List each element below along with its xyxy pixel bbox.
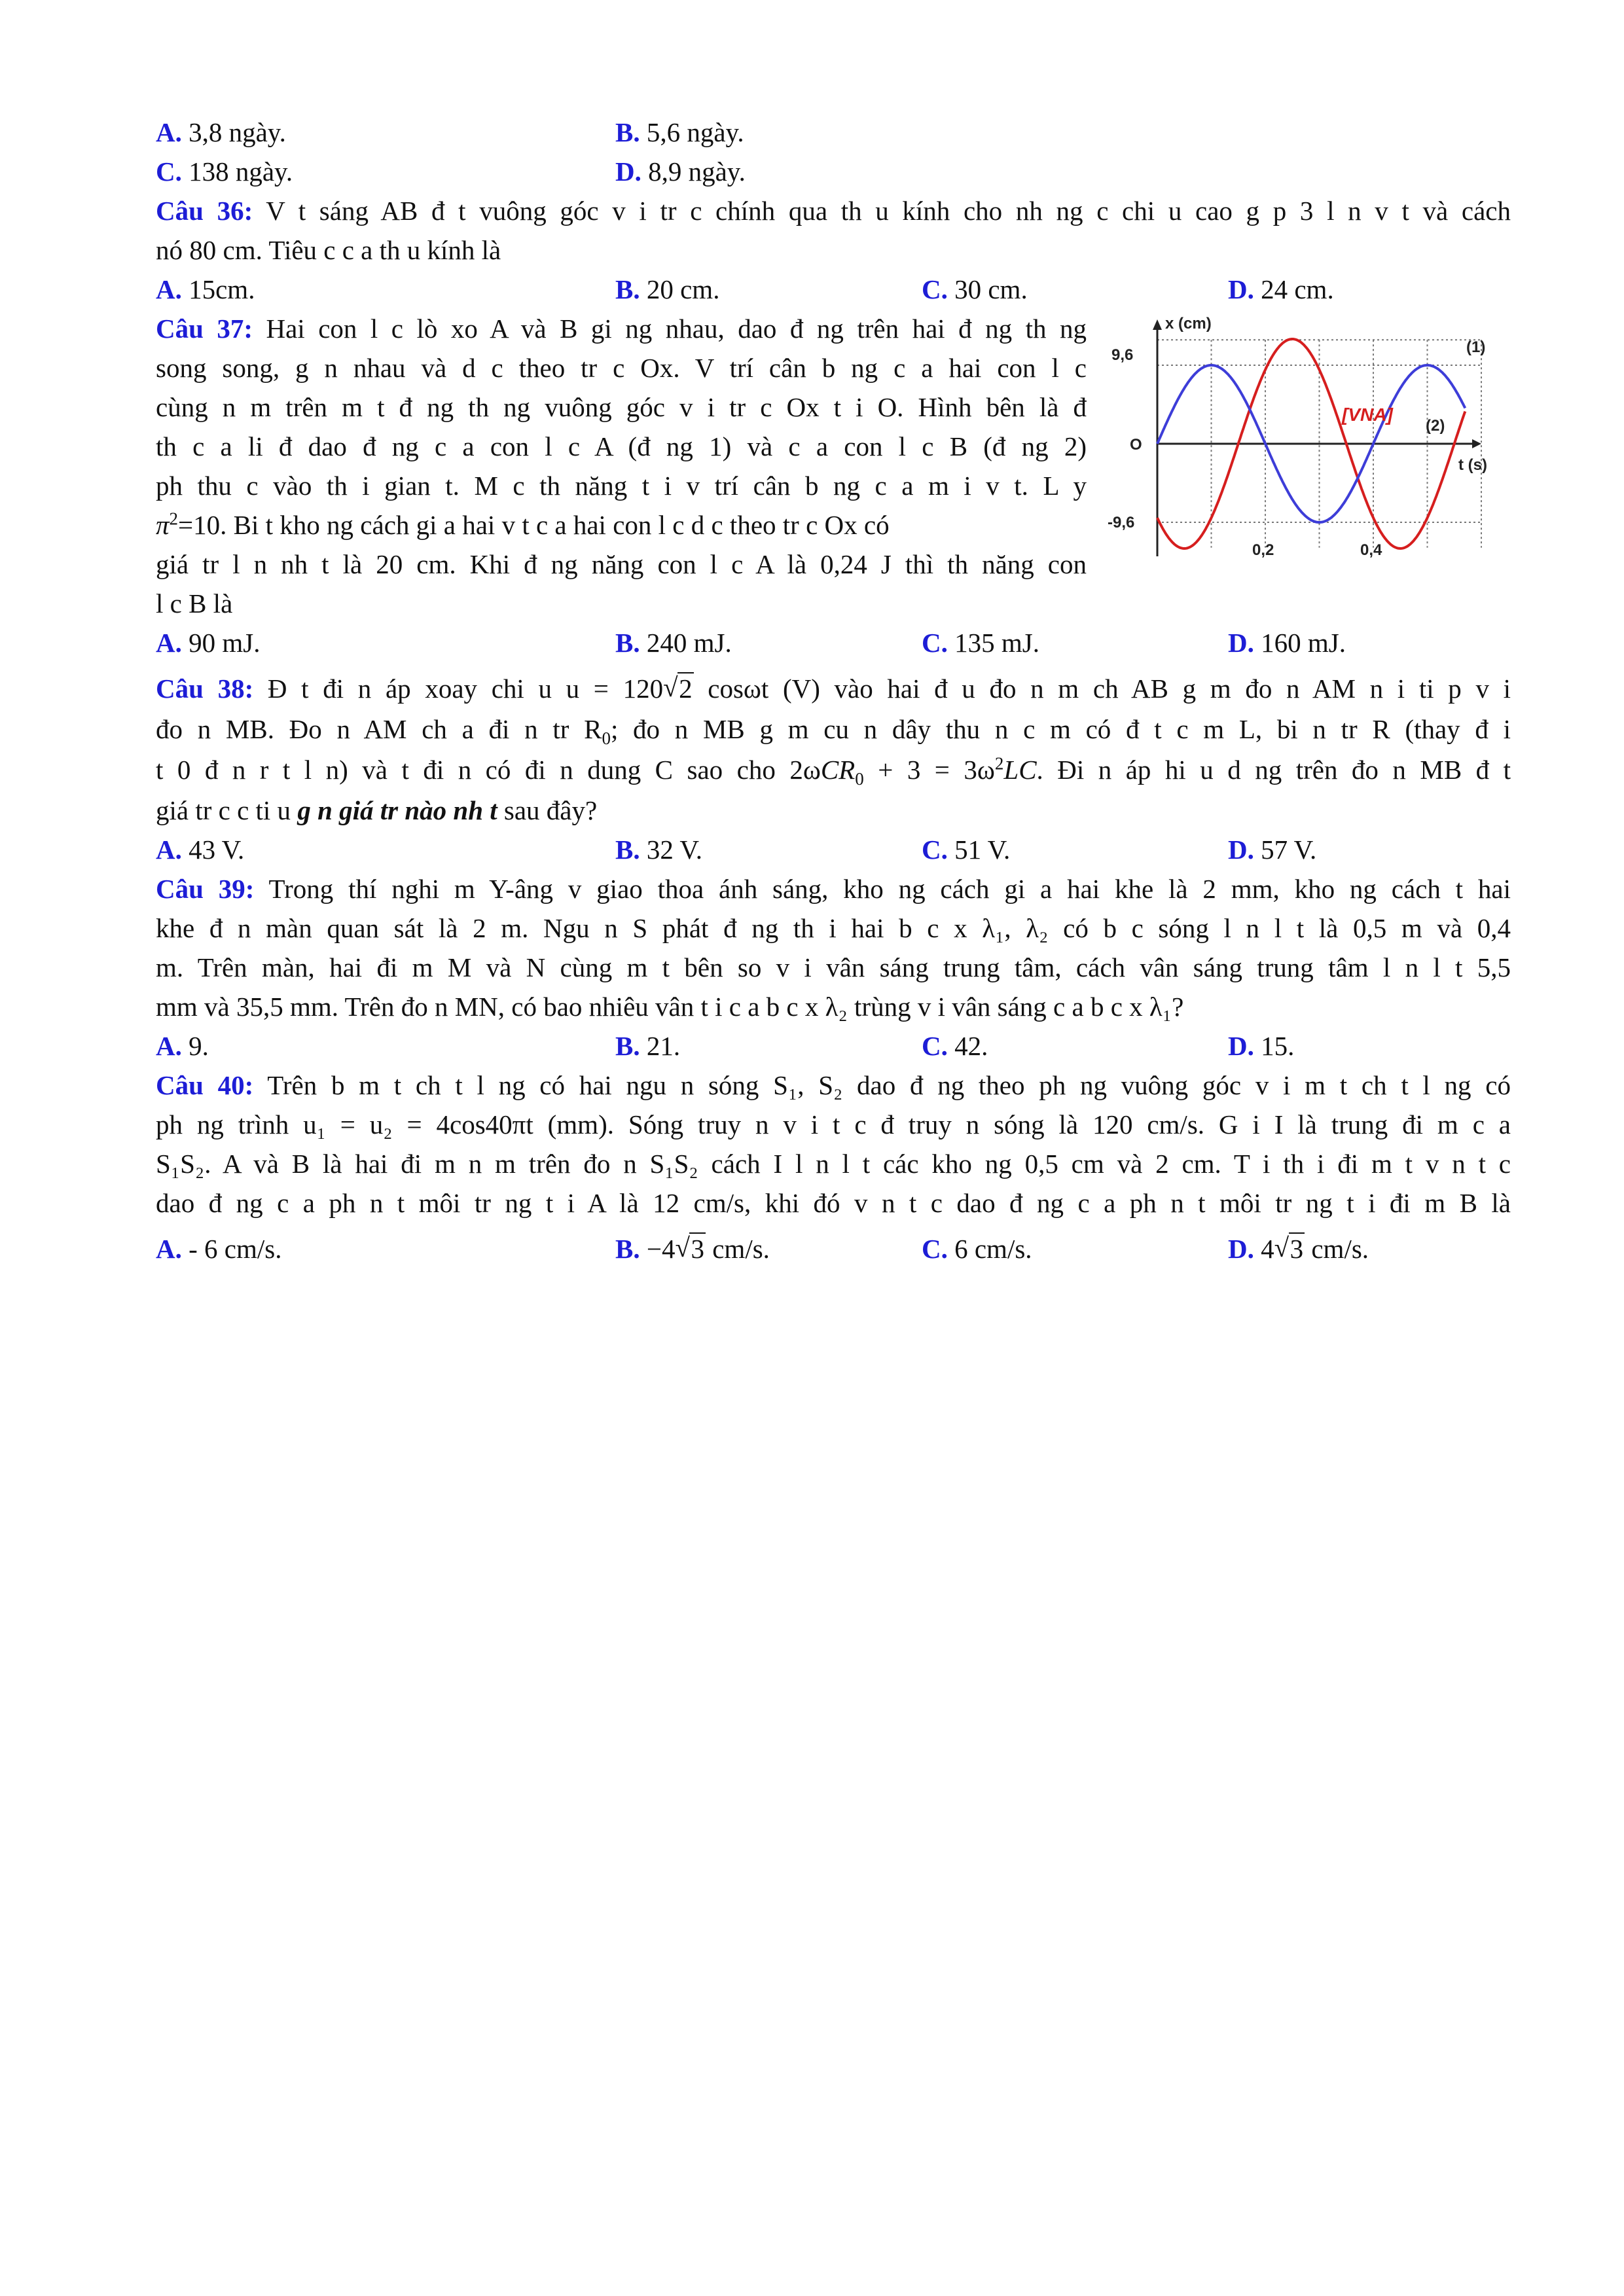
origin-label: O	[1130, 436, 1142, 454]
q39-option-d-label: D.	[1228, 1031, 1254, 1061]
q36-text-1: V t sáng AB đ t vuông góc v i tr c chính qua th u kính cho nh ng c chi u cao g p 3 l n v t và cách	[266, 196, 1511, 226]
q36-label: Câu 36:	[156, 196, 253, 226]
y-axis-label: x (cm)	[1165, 315, 1212, 332]
q38-formula-sub: 0	[855, 769, 864, 789]
q38-text-4a: giá tr c c ti u	[156, 795, 291, 825]
q35-option-c-text: 138 ngày.	[189, 156, 293, 187]
q37-option-a-label: A.	[156, 628, 182, 658]
q40-option-b-label: B.	[615, 1234, 640, 1264]
q39-option-b-label: B.	[615, 1031, 640, 1061]
q38-formula-cr: CR	[820, 755, 856, 785]
q39-label: Câu 39:	[156, 874, 255, 904]
q37-text-6: . Bi t kho ng cách gi a hai v t c a hai con l c d c theo tr c Ox có	[220, 510, 890, 540]
q38-option-d-text: 57 V.	[1261, 834, 1317, 865]
q35-option-d	[615, 156, 746, 187]
q39-line-3: m. Trên màn, hai đi m M và N cùng m t bên so v i vân sáng trung tâm, cách vân sáng trung tâm l n l t 5,5	[156, 952, 1511, 982]
q37-option-a	[156, 627, 260, 658]
q37-pi-expression	[156, 510, 220, 540]
q37-label: Câu 37:	[156, 314, 253, 344]
q40-option-a-text: - 6 cm/s.	[189, 1234, 282, 1264]
q39-option-d	[1228, 1030, 1294, 1062]
q38-option-d	[1228, 834, 1316, 865]
q38-formula	[789, 753, 1037, 789]
q37-pi-equals: =10	[178, 510, 221, 540]
q40-line-4: dao đ ng c a ph n t môi tr ng t i A là 12 cm/s, khi đó v n t c dao đ ng c a ph n t môi tr ng t i đi m B là	[156, 1188, 1511, 1218]
q40-option-d-sqrt	[1274, 1233, 1305, 1265]
q39-line-4: mm và 35,5 mm. Trên đo n MN, có bao nhiêu vân t i c a b c x λ₂ trùng v i vân sáng c a b c x λ₁?	[156, 992, 1184, 1022]
q38-text-1a: Đ t đi n áp xoay chi u u = 120	[267, 673, 664, 704]
q37-pi-symbol: π	[156, 510, 170, 540]
q37-option-c	[922, 627, 1039, 658]
watermark: [VNA]	[1342, 404, 1393, 425]
q38-text-3b: . Đi n áp hi u d ng trên đo n MB đ t	[1036, 755, 1511, 785]
q38-text-2b: ; đo n MB g m cu n dây thu n c m có đ t c m L, bi n tr R (thay đ i	[610, 714, 1511, 744]
q39-line-2: khe đ n màn quan sát là 2 m. Ngu n S phát đ ng th i hai b c x λ₁, λ₂ có b c sóng l n l t là 0,5 m và 0,4	[156, 913, 1511, 943]
q40-line-3: S₁S₂. A và B là hai đi m n m trên đo n S₁S₂ cách I l n l t các kho ng 0,5 cm và 2 cm. T i th i đi m t v n t c	[156, 1149, 1511, 1179]
q36-option-a	[156, 274, 255, 305]
q37-option-d	[1228, 627, 1346, 658]
y-tick-label-positive: 9,6	[1111, 346, 1134, 364]
q37-option-c-label: C.	[922, 628, 948, 658]
series-1-label: (1)	[1466, 338, 1486, 356]
q36-option-c-text: 30 cm.	[954, 274, 1028, 304]
q36-line-1	[156, 195, 1511, 226]
q40-option-b-sqrt-arg: 3	[691, 1234, 704, 1264]
q38-text-4b: sau đây?	[503, 795, 598, 825]
q38-line-1	[156, 673, 1511, 704]
q37-line-2: song song, g n nhau và d c theo tr c Ox. V trí cân b ng c a hai con l c	[156, 353, 1087, 383]
q38-line-3	[156, 753, 1511, 789]
x-axis-arrow	[1472, 439, 1481, 448]
graph-axes	[1153, 319, 1481, 556]
q39-option-c-label: C.	[922, 1031, 948, 1061]
q36-line-2: nó 80 cm. Tiêu c c a th u kính là	[156, 235, 501, 265]
q40-option-a-label: A.	[156, 1234, 182, 1264]
q38-line-2	[156, 713, 1511, 749]
q38-formula-part-a: 2ω	[789, 755, 821, 785]
q38-formula-lc: LC	[1003, 755, 1037, 785]
q38-r0-subscript: 0	[602, 728, 611, 749]
q39-option-c	[922, 1030, 988, 1062]
q38-sqrt	[663, 673, 694, 704]
q38-option-c-label: C.	[922, 834, 948, 865]
q35-option-a-label: A.	[156, 117, 182, 147]
q36-option-c	[922, 274, 1028, 305]
q38-label: Câu 38:	[156, 673, 254, 704]
q38-sqrt-arg: 2	[679, 673, 693, 704]
q38-text-4-emphasis: g n giá tr nào nh t	[297, 795, 497, 825]
q36-option-d-text: 24 cm.	[1261, 274, 1334, 304]
x-tick-label-0-4: 0,4	[1360, 541, 1382, 559]
q38-option-c-text: 51 V.	[954, 834, 1011, 865]
q40-line-2: ph ng trình u₁ = u₂ = 4cos40πt (mm). Sóng truy n v i t c đ truy n sóng là 120 cm/s. G i I là trung đi m c a	[156, 1109, 1511, 1139]
q40-option-d	[1228, 1233, 1369, 1265]
q37-option-b-text: 240 mJ.	[646, 628, 732, 658]
x-tick-label-0-2: 0,2	[1252, 541, 1274, 559]
q39-option-b-text: 21.	[646, 1031, 681, 1061]
q37-option-d-text: 160 mJ.	[1261, 628, 1346, 658]
q37-line-3: cùng n m trên m t đ ng th ng vuông góc v i tr c Ox t i O. Hình bên là đ	[156, 392, 1087, 422]
y-tick-label-negative: -9,6	[1108, 514, 1135, 531]
q40-option-b-unit: cm/s.	[712, 1234, 770, 1264]
q40-option-c-label: C.	[922, 1234, 948, 1264]
q36-option-b-text: 20 cm.	[646, 274, 720, 304]
q35-option-c	[156, 156, 293, 187]
q35-option-b-label: B.	[615, 117, 640, 147]
q35-option-a-text: 3,8 ngày.	[189, 117, 286, 147]
q38-formula-sup: 2	[994, 753, 1004, 774]
q38-option-d-label: D.	[1228, 834, 1254, 865]
q38-option-b-label: B.	[615, 834, 640, 865]
q37-line-7: giá tr l n nh t là 20 cm. Khi đ ng năng con l c A là 0,24 J thì th năng con	[156, 549, 1087, 579]
q35-option-a	[156, 117, 286, 148]
q38-option-a-label: A.	[156, 834, 182, 865]
q35-option-b	[615, 117, 744, 148]
q39-option-a-text: 9.	[189, 1031, 209, 1061]
q40-option-d-label: D.	[1228, 1234, 1254, 1264]
q37-text-1: Hai con l c lò xo A và B gi ng nhau, dao đ ng trên hai đ ng th ng	[266, 314, 1087, 344]
q38-option-c	[922, 834, 1010, 865]
q36-option-a-text: 15cm.	[189, 274, 255, 304]
q37-pi-exponent: 2	[169, 509, 179, 529]
q39-option-a	[156, 1030, 209, 1062]
q39-option-d-text: 15.	[1261, 1031, 1295, 1061]
q40-label: Câu 40:	[156, 1070, 254, 1100]
q40-option-a	[156, 1233, 281, 1265]
q38-option-a	[156, 834, 244, 865]
q36-option-d-label: D.	[1228, 274, 1254, 304]
x-axis-label: t (s)	[1458, 456, 1487, 474]
q35-option-d-label: D.	[615, 156, 641, 187]
q37-option-b-label: B.	[615, 628, 640, 658]
q39-option-a-label: A.	[156, 1031, 182, 1061]
y-axis-arrow	[1153, 319, 1162, 330]
q40-option-b-sqrt	[675, 1233, 706, 1265]
q37-line-8: l c B là	[156, 588, 233, 619]
q38-formula-part-b: + 3 = 3ω	[878, 755, 995, 785]
q40-option-c	[922, 1233, 1032, 1265]
q38-option-b	[615, 834, 702, 865]
oscillation-graph	[1105, 314, 1511, 576]
q40-text-1: Trên b m t ch t l ng có hai ngu n sóng S₁, S₂ dao đ ng theo ph ng vuông góc v i m t ch t l ng có	[267, 1070, 1511, 1100]
q36-option-c-label: C.	[922, 274, 948, 304]
q35-option-c-label: C.	[156, 156, 182, 187]
series-2-label: (2)	[1426, 417, 1445, 435]
q36-option-b	[615, 274, 719, 305]
q40-option-d-sqrt-arg: 3	[1290, 1234, 1304, 1264]
q40-option-c-text: 6 cm/s.	[954, 1234, 1032, 1264]
q39-line-1	[156, 873, 1511, 905]
q39-option-b	[615, 1030, 680, 1062]
q38-text-3a: t 0 đ n r t l n) và t đi n có đi n dung C sao cho	[156, 755, 776, 785]
q40-option-b-coef: −4	[646, 1234, 676, 1264]
q40-option-d-coef: 4	[1261, 1234, 1274, 1264]
q38-option-b-text: 32 V.	[646, 834, 702, 865]
q37-option-c-text: 135 mJ.	[954, 628, 1039, 658]
q36-option-d	[1228, 274, 1334, 305]
q37-option-b	[615, 627, 732, 658]
q37-line-4: th c a li đ dao đ ng c a con l c A (đ ng 1) và c a con l c B (đ ng 2)	[156, 431, 1087, 461]
q40-option-b	[615, 1233, 770, 1265]
q35-option-b-text: 5,6 ngày.	[646, 117, 744, 147]
q36-option-a-label: A.	[156, 274, 182, 304]
q39-text-1: Trong thí nghi m Y-âng v giao thoa ánh sáng, kho ng cách gi a hai khe là 2 mm, kho ng cách t hai	[268, 874, 1511, 904]
q38-text-1b: cosωt (V) vào hai đ u đo n m ch AB g m đo n AM n i ti p v i	[708, 673, 1511, 704]
q38-text-2a: đo n MB. Đo n AM ch a đi n tr R	[156, 714, 602, 744]
q37-line-1	[156, 313, 1087, 344]
q36-option-b-label: B.	[615, 274, 640, 304]
q37-line-5: ph thu c vào th i gian t. M c th năng t i v trí cân b ng c a m i v t. L y	[156, 471, 1087, 501]
q40-option-d-unit: cm/s.	[1311, 1234, 1369, 1264]
q40-line-1	[156, 1069, 1511, 1101]
q39-option-c-text: 42.	[954, 1031, 988, 1061]
q35-option-d-text: 8,9 ngày.	[648, 156, 746, 187]
q38-option-a-text: 43 V.	[189, 834, 245, 865]
q37-line-6	[156, 509, 890, 541]
q38-line-4	[156, 795, 597, 826]
q37-option-a-text: 90 mJ.	[189, 628, 261, 658]
q37-option-d-label: D.	[1228, 628, 1254, 658]
